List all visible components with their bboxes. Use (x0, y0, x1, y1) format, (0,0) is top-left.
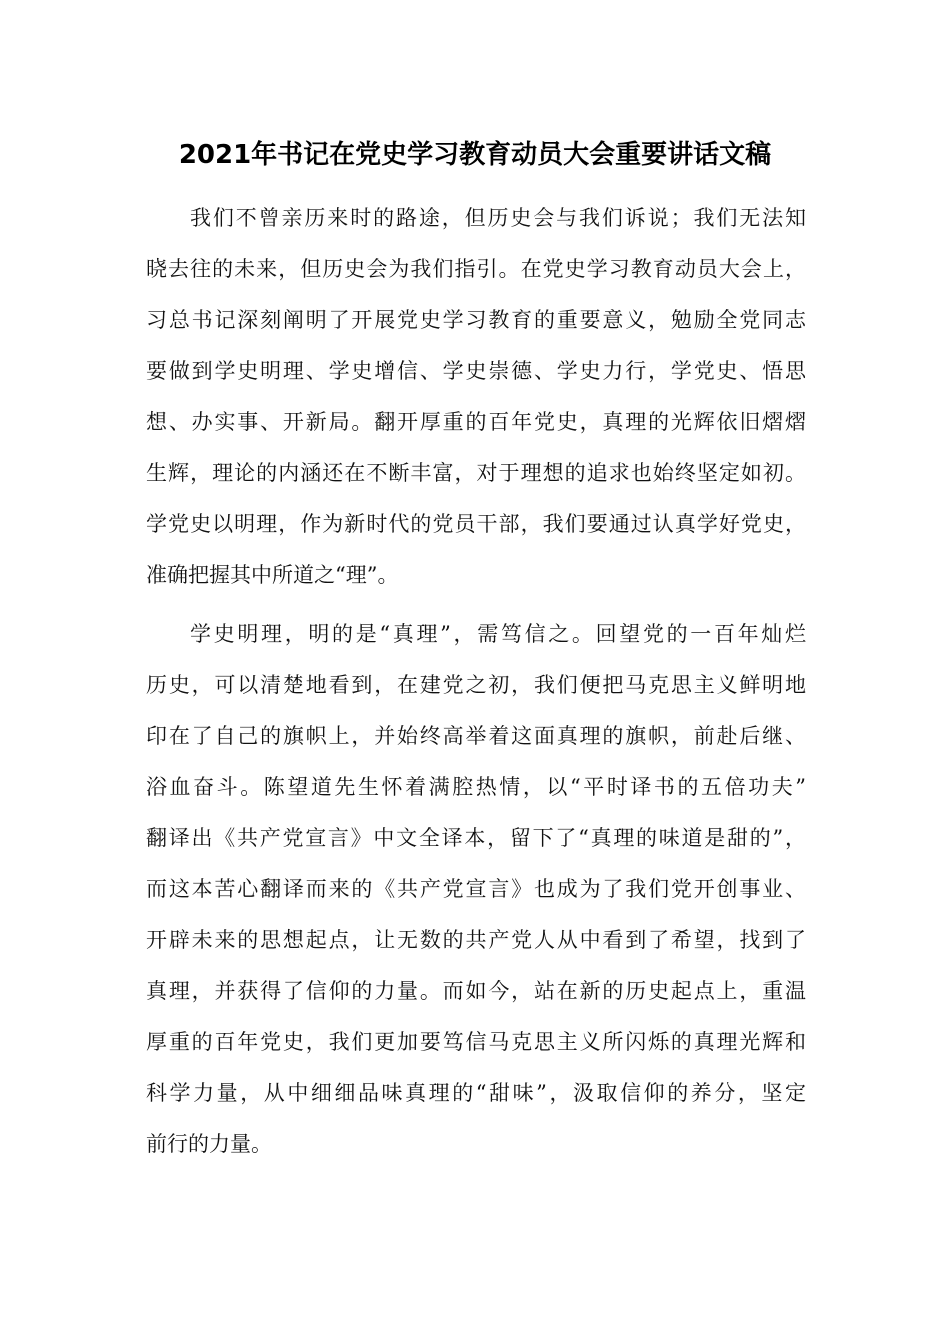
text-line: 而这本苦心翻译而来的《共产党宣言》也成为了我们党开创事业、 (146, 877, 806, 901)
text-line: 学史明理，明的是“真理”，需笃信之。回望党的一百年灿烂 (190, 622, 806, 646)
text-line: 科学力量，从中细细品味真理的“甜味”，汲取信仰的养分，坚定 (146, 1081, 806, 1105)
text-line: 厚重的百年党史，我们更加要笃信马克思主义所闪烁的真理光辉和 (146, 1030, 806, 1054)
paragraph-1 (146, 193, 806, 601)
text-line: 准确把握其中所道之“理”。 (146, 563, 399, 587)
text-line: 想、办实事、开新局。翻开厚重的百年党史，真理的光辉依旧熠熠 (146, 410, 806, 434)
text-line: 习总书记深刻阐明了开展党史学习教育的重要意义，勉励全党同志 (146, 308, 806, 332)
text-line: 翻译出《共产党宣言》中文全译本，留下了“真理的味道是甜的”， (146, 826, 806, 850)
text-line: 我们不曾亲历来时的路途，但历史会与我们诉说；我们无法知 (190, 206, 806, 230)
document-title: 2021年书记在党史学习教育动员大会重要讲话文稿 (178, 140, 772, 170)
text-line: 历史，可以清楚地看到，在建党之初，我们便把马克思主义鲜明地 (146, 673, 806, 697)
text-line: 浴血奋斗。陈望道先生怀着满腔热情，以“平时译书的五倍功夫” (146, 775, 806, 799)
text-line: 要做到学史明理、学史增信、学史崇德、学史力行，学党史、悟思 (146, 359, 806, 383)
text-line: 开辟未来的思想起点，让无数的共产党人从中看到了希望，找到了 (146, 928, 806, 952)
text-line: 学党史以明理，作为新时代的党员干部，我们要通过认真学好党史， (146, 512, 806, 536)
paragraph-2 (146, 609, 806, 1170)
text-line: 晓去往的未来，但历史会为我们指引。在党史学习教育动员大会上， (146, 257, 806, 281)
text-line: 前行的力量。 (146, 1132, 272, 1156)
text-line: 生辉，理论的内涵还在不断丰富，对于理想的追求也始终坚定如初。 (146, 461, 806, 485)
text-line: 真理，并获得了信仰的力量。而如今，站在新的历史起点上，重温 (146, 979, 806, 1003)
text-line: 印在了自己的旗帜上，并始终高举着这面真理的旗帜，前赴后继、 (146, 724, 806, 748)
